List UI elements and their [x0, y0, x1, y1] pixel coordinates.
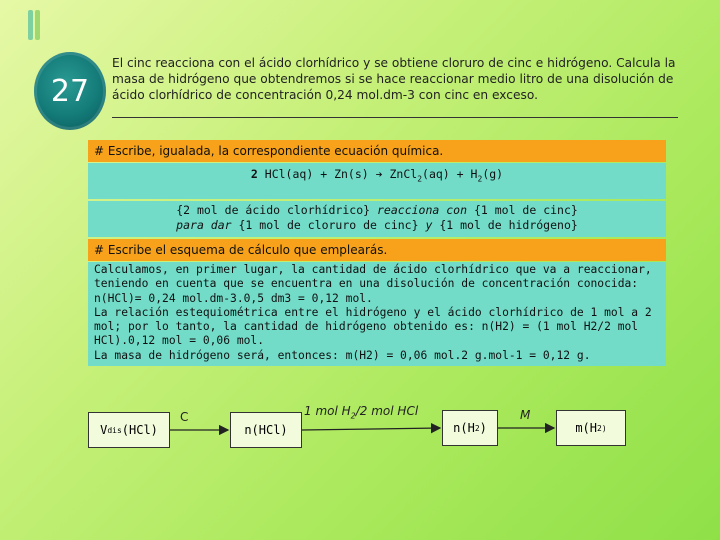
schema-label-ratio: 1 mol $H_2/2$ mol HCl [304, 404, 419, 421]
divider [112, 117, 678, 118]
equation-zncl2: ZnCl$_2$(aq) [389, 167, 450, 184]
decor-bar [35, 10, 40, 40]
mole-part: {1 mol de cloruro de cinc} [238, 218, 419, 232]
problem-number-badge [34, 52, 106, 130]
equation-h2: $H_2(g)$ [470, 167, 504, 184]
schema-box-n-hcl: n(HCl) [230, 412, 302, 448]
problem-statement: El cinc reacciona con el ácido clorhídrico y se obtiene cloruro de cinc e hidrógeno. Calcula la masa de hidrógeno que obtendremos si se hace reaccionar medio litro de una disolución de ácido clorhídrico de concentración 0,24 mol.dm-3 con cinc en exceso. [112, 56, 676, 102]
schema-box-volume: V dis (HCl) [88, 412, 170, 448]
mole-part: {1 mol de hidrógeno} [439, 218, 578, 232]
decor-bar [28, 10, 33, 40]
mole-part: {2 mol de ácido clorhídrico} [176, 203, 371, 217]
equation-hcl: HCl(aq) [264, 167, 314, 181]
equation-plus: + [320, 167, 328, 181]
equation-box [88, 163, 666, 199]
mole-part: {1 mol de cinc} [473, 203, 578, 217]
equation-zn: Zn(s) [334, 167, 369, 181]
schema-box-n-h2: n(H 2 ) [442, 410, 498, 446]
calculation-text: Calculamos, en primer lugar, la cantidad de ácido clorhídrico que va a reaccionar, teniendo en cuenta que se encuentra en una disolución de concentración conocida: n(HCl)= 0,24 mol.dm-3.0,5 dm3 = 0,12 mol. La relación estequiométrica entre el hidrógeno y el ácido clorhídrico de 1 mol a 2 mol; por lo tanto, la cantidad de hidrógeno obtenido es: n(H2) = (1 mol H2/2 mol HCl).0,12 mol = 0,06 mol. La masa de hidrógeno será, entonces: m(H2) = 0,06 mol.2 g.mol-1 = 0,12 g. [88, 262, 666, 366]
equation-plus: + [456, 167, 464, 181]
mole-connector: reacciona con [377, 203, 468, 217]
problem-number: 27 [50, 73, 90, 109]
section-heading-schema: # Escribe el esquema de cálculo que emplearás. [88, 239, 666, 261]
mole-connector: para dar [176, 218, 232, 232]
section-heading-equation: # Escribe, igualada, la correspondiente ecuación química. [88, 140, 666, 162]
arrow-icon: ➔ [375, 167, 383, 181]
schema-label-concentration: C [180, 410, 189, 424]
equation-coefficient: 2 [250, 167, 258, 181]
schema-box-m-h2: m(H 2) [556, 410, 626, 446]
schema-label-molar-mass: M [520, 408, 531, 422]
mole-relation-box [88, 201, 666, 237]
mole-connector: y [425, 218, 433, 232]
arrow-icon [302, 428, 440, 430]
